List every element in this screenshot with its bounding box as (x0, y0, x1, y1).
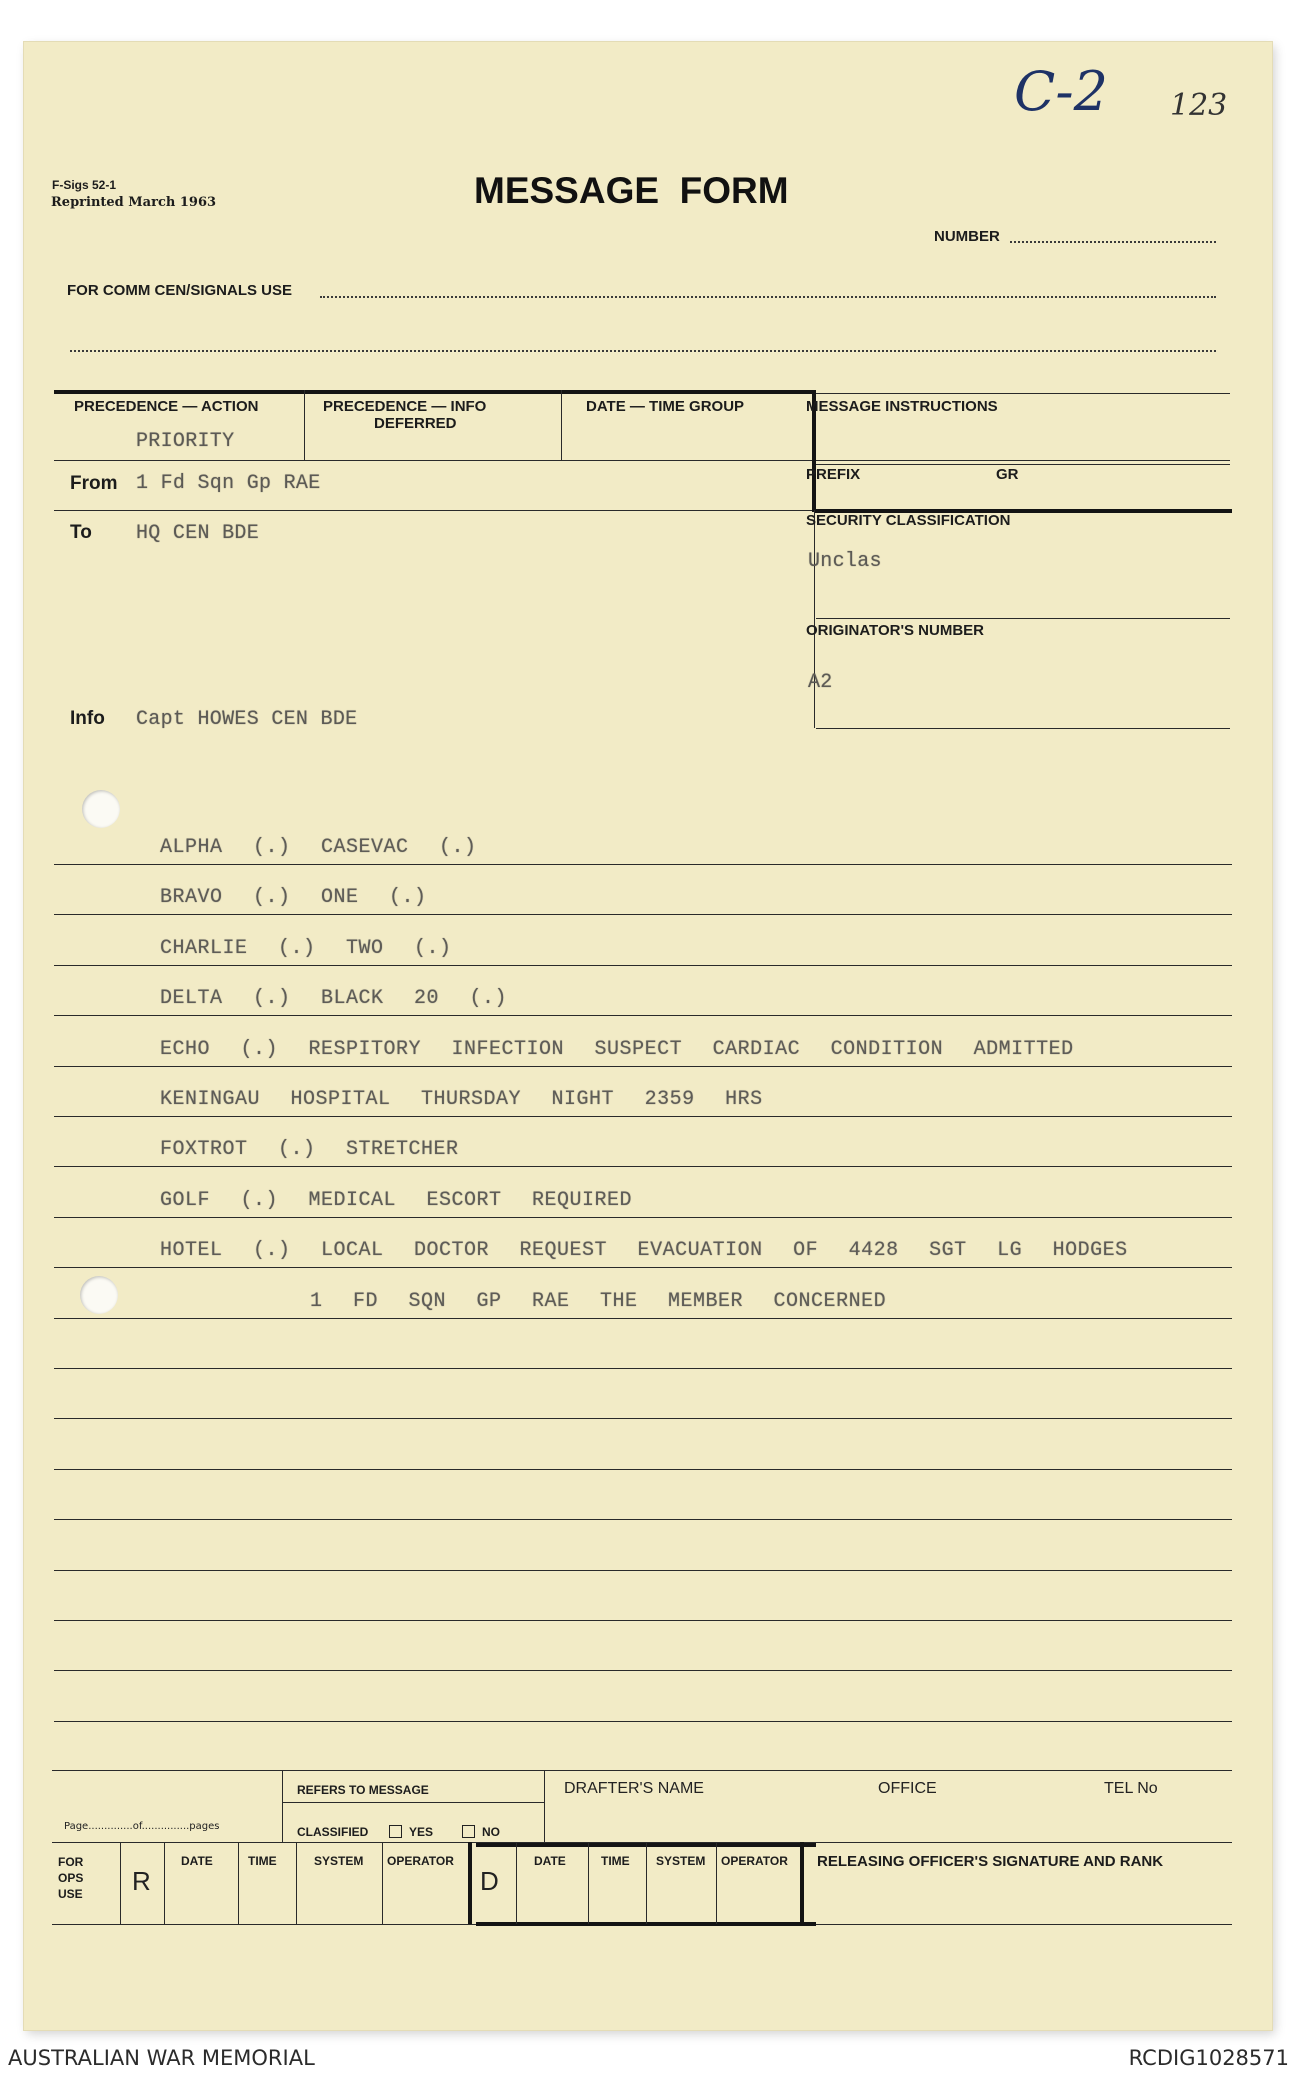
right-panel-left-border (814, 510, 815, 728)
ops-col-9 (646, 1842, 647, 1924)
classified-yes-label: YES (409, 1825, 434, 1839)
ops-col-1 (120, 1842, 121, 1924)
page-count-field[interactable]: Page..............of...............pages (64, 1821, 220, 1832)
comm-cen-label: FOR COMM CEN/SIGNALS USE (67, 282, 293, 299)
message-ruled-line (54, 1469, 1232, 1470)
message-ruled-line (54, 965, 1232, 966)
message-ruled-line (54, 1116, 1232, 1117)
precedence-divider (304, 390, 305, 460)
ops-date-label-2: DATE (534, 1854, 566, 1868)
classified-label: CLASSIFIED (297, 1825, 369, 1839)
message-ruled-line (54, 1721, 1232, 1722)
message-form-sheet (24, 42, 1272, 2030)
punch-hole-top (82, 790, 120, 828)
instructions-top-border (816, 393, 1230, 394)
message-instructions-label: MESSAGE INSTRUCTIONS (806, 398, 998, 415)
refers-to-message-label: REFERS TO MESSAGE (297, 1783, 429, 1797)
message-text-line: ALPHA (.) CASEVAC (.) (160, 836, 477, 859)
page-cell-divider (282, 1770, 283, 1842)
form-title: MESSAGE FORM (474, 170, 789, 211)
message-ruled-line (54, 1670, 1232, 1671)
message-text-line: GOLF (.) MEDICAL ESCORT REQUIRED (160, 1189, 633, 1212)
ops-operator-label-2: OPERATOR (721, 1854, 788, 1868)
classified-yes-checkbox[interactable] (389, 1825, 402, 1838)
comm-cen-field-line-2[interactable] (70, 350, 1216, 352)
ops-col-11 (800, 1842, 804, 1924)
message-ruled-line (54, 1217, 1232, 1218)
deferred-label: DEFERRED (374, 415, 457, 432)
precedence-action-label: PRECEDENCE — ACTION (74, 398, 259, 415)
message-ruled-line (54, 914, 1232, 915)
classified-no-label: NO (482, 1825, 500, 1839)
dtg-divider (561, 390, 562, 460)
ops-time-label-1: TIME (248, 1854, 277, 1868)
number-field[interactable] (1010, 241, 1216, 243)
classified-no-checkbox[interactable] (462, 1825, 475, 1838)
from-label: From (70, 473, 118, 494)
dtg-label: DATE — TIME GROUP (586, 398, 745, 415)
message-text-line: CHARLIE (.) TWO (.) (160, 937, 452, 960)
message-ruled-line (54, 1519, 1232, 1520)
ops-operator-label-1: OPERATOR (387, 1854, 454, 1868)
to-value[interactable]: HQ CEN BDE (136, 522, 260, 545)
bottom-block-top (52, 1770, 1232, 1771)
ops-col-2 (164, 1842, 165, 1924)
top-table-border (54, 390, 816, 394)
ops-date-label-1: DATE (181, 1854, 213, 1868)
precedence-row-bottom (54, 460, 816, 461)
message-text-line: ECHO (.) RESPITORY INFECTION SUSPECT CARDIAC CONDITION ADMITTED (160, 1038, 1074, 1061)
to-label: To (70, 522, 92, 543)
footer-record-id: RCDIG1028571 (1128, 2046, 1289, 2070)
tel-no-label: TEL No (1104, 1780, 1158, 1797)
ops-col-6 (468, 1842, 472, 1924)
precedence-info-label: PRECEDENCE — INFO (323, 398, 487, 415)
message-ruled-line (54, 1267, 1232, 1268)
precedence-action-value[interactable]: PRIORITY (136, 430, 235, 453)
message-text-line: FOXTROT (.) STRETCHER (160, 1138, 459, 1161)
handwritten-reference: C-2 (1014, 60, 1108, 123)
office-label: OFFICE (878, 1780, 937, 1797)
punch-hole-bottom (80, 1276, 118, 1314)
ops-col-5 (382, 1842, 383, 1924)
drafters-name-label: DRAFTER'S NAME (564, 1780, 704, 1797)
instructions-divider-2 (816, 464, 1230, 465)
refers-cell-divider (544, 1770, 545, 1842)
message-text-line: 1 FD SQN GP RAE THE MEMBER CONCERNED (310, 1290, 887, 1313)
form-code: F-Sigs 52-1 (52, 178, 117, 192)
ops-col-4 (296, 1842, 297, 1924)
message-ruled-line (54, 1066, 1232, 1067)
d-marker: D (480, 1866, 499, 1896)
message-ruled-line (54, 864, 1232, 865)
ops-system-label-1: SYSTEM (314, 1854, 364, 1868)
releasing-officer-label: RELEASING OFFICER'S SIGNATURE AND RANK (817, 1853, 1164, 1870)
message-text-line: HOTEL (.) LOCAL DOCTOR REQUEST EVACUATION OF 4428 SGT LG HODGES (160, 1239, 1128, 1262)
from-row-bottom (54, 510, 816, 511)
prefix-label: PREFIX (806, 466, 861, 483)
message-ruled-line (54, 1318, 1232, 1319)
message-text-line: DELTA (.) BLACK 20 (.) (160, 987, 508, 1010)
ops-col-8 (588, 1842, 589, 1924)
message-ruled-line (54, 1368, 1232, 1369)
originator-value[interactable]: A2 (808, 671, 833, 694)
message-ruled-line (54, 1418, 1232, 1419)
instructions-divider (816, 460, 1230, 461)
message-ruled-line (54, 1620, 1232, 1621)
gr-label: GR (996, 466, 1019, 483)
ops-col-3 (238, 1842, 239, 1924)
message-text-line: BRAVO (.) ONE (.) (160, 886, 427, 909)
security-row-bottom (816, 618, 1230, 619)
message-text-line: KENINGAU HOSPITAL THURSDAY NIGHT 2359 HRS (160, 1088, 763, 1111)
number-label: NUMBER (934, 228, 1000, 245)
handwritten-folio: 123 (1170, 88, 1228, 123)
info-value[interactable]: Capt HOWES CEN BDE (136, 708, 358, 731)
refers-cell-divider-h (282, 1802, 544, 1803)
message-ruled-line (54, 1015, 1232, 1016)
ops-col-10 (716, 1842, 717, 1924)
originator-row-bottom (816, 728, 1230, 729)
r-marker: R (132, 1866, 151, 1896)
security-value[interactable]: Unclas (808, 550, 882, 573)
ops-col-7 (516, 1842, 517, 1924)
originator-label: ORIGINATOR'S NUMBER (806, 622, 985, 639)
for-ops-use-label: FOR OPS USE (58, 1855, 84, 1901)
message-ruled-line (54, 1166, 1232, 1167)
ops-system-label-2: SYSTEM (656, 1854, 706, 1868)
ops-time-label-2: TIME (601, 1854, 630, 1868)
from-value[interactable]: 1 Fd Sqn Gp RAE (136, 472, 321, 495)
security-label: SECURITY CLASSIFICATION (806, 512, 1011, 529)
reprinted-note: Reprinted March 1963 (51, 195, 217, 210)
message-ruled-line (54, 1570, 1232, 1571)
footer-institution: AUSTRALIAN WAR MEMORIAL (8, 2046, 315, 2070)
info-label: Info (70, 708, 105, 729)
comm-cen-field-line-1[interactable] (320, 296, 1216, 298)
